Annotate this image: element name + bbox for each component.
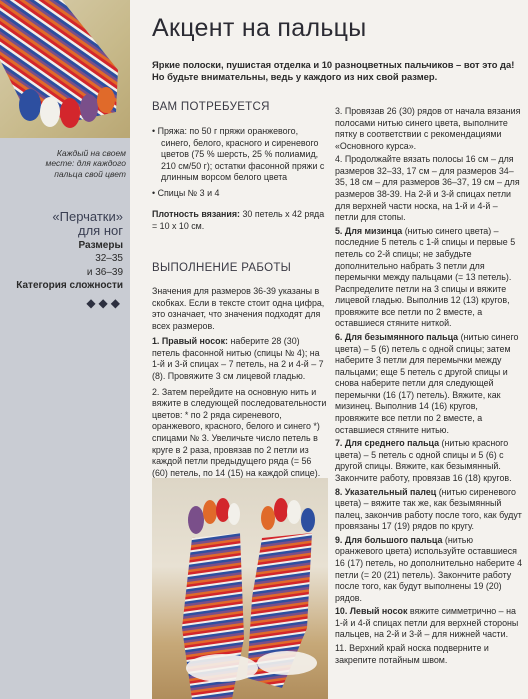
step-5 — [335, 226, 523, 330]
step-10-text: вяжите симметрично – на 1-й и 4-й спицах петли для верхней стороны пальцев, на 2-й и 3-й – для нижней части. — [335, 606, 519, 640]
step-1-text: наберите 28 (30) петель фасонной нитью (спицы № 4); на 1-й и 3-й спицах – 7 петель, на 2 и 4-й – 7 (8). Провяжите 3 см лицевой гладью. — [152, 336, 324, 382]
gauge-text: 30 петель x 42 ряда = 10 x 10 см. — [152, 209, 325, 232]
step-2: 2. Затем перейдите на основную нить и вяжите в следующей последовательности цветов: * по 2 ряда сиреневого, оранжевого, красного, белого и синего *) спицами № 3. Увеличьте число петель в круге в 2 раза, провязав по 2 петли из каждой петли предыдущего ряда (= 56 (60) петель, по 14 (15) на каждой спице). — [152, 386, 327, 478]
feet-in-toe-socks-illustration — [152, 478, 328, 699]
step-1 — [152, 336, 327, 382]
difficulty-label: Категория сложности — [16, 280, 123, 292]
materials-title: ВАМ ПОТРЕБУЕТСЯ — [152, 101, 270, 113]
sizes-label: Размеры — [78, 239, 123, 251]
step-7-label: 7. Для среднего пальца — [335, 438, 440, 449]
sidebar — [0, 0, 130, 699]
step-5-label: 5. Для мизинца — [335, 225, 403, 236]
step-1-label: 1. Правый носок: — [152, 336, 228, 347]
product-name: «Перчатки» — [52, 209, 123, 224]
step-8 — [335, 487, 523, 533]
size-range-2: и 36–39 — [86, 266, 123, 278]
needles-item: • Спицы № 3 и 4 — [152, 187, 220, 198]
toe-socks-feet-photo — [152, 478, 328, 699]
gauge-paragraph — [152, 209, 327, 232]
yarn-text: Пряжа: по 50 г пряжи оранжевого, синего, белого, красного и сиреневого цветов (75 % шерсть, 25 % полиамид, 210 см/50 г); остатки фасонной пряжи с длинным ворсом белого цвета — [157, 126, 325, 183]
step-9-label: 9. Для большого пальца — [335, 534, 443, 545]
step-7-text: (нитью красного цвета) – 5 петель с одной спицы и 5 (6) с другой спицы. Вяжите, как безымянный. Закончите работу, провязав 16 (18) кругов. — [335, 438, 512, 483]
step-9-text: (нитью оранжевого цвета) используйте оставшиеся 16 (17) петель, но дополнительно наберите 4 петли (= 20 (21) петель). Закончите работу после того, как будут выполнены 19 (20) рядов. — [335, 534, 523, 603]
product-subtitle: для ног — [78, 223, 123, 239]
step-6-text: (нитью синего цвета) – 5 (6) петель с одной спицы; затем наберите 3 петли для перемычки между пальцами; еще 5 петель с другой спицы и снова наберите петли для следующей перемычки (16 (17) петель). Вяжите, как мизинец. Выполнив 14 (16) кругов, провяжите все петли по 2 вместе, а оставшиеся стяните нитью. — [335, 331, 519, 435]
step-5-text: (нитью синего цвета) – последние 5 петель с 1-й спицы и первые 5 петель со 2-й спицы; не забудьте дополнительно набрать 3 петли для перемычки между пальцами (= 13 петель). Распределите петли на 3 спицы и вяжите лицевой гладью. Выполнив 12 (13) кругов, провяжите все петли по 2 вместе, а оставшиеся стяните ниткой. — [335, 225, 516, 329]
instructions-right — [335, 106, 523, 668]
instructions-intro: Значения для размеров 36-39 указаны в скобках. Если в тексте стоит одна цифра, это означает, что значения подходят для всех размеров. — [152, 286, 325, 331]
instructions-left — [152, 286, 327, 483]
step-6 — [335, 332, 523, 436]
toe-sock-illustration — [0, 0, 130, 138]
step-10 — [335, 606, 523, 641]
product-info — [4, 210, 123, 311]
needles-text: Спицы № 3 и 4 — [157, 187, 220, 198]
step-10-label: 10. Левый носок — [335, 606, 408, 617]
photo-caption: Каждый на своем месте: для каждого пальца свой цвет — [45, 148, 126, 179]
intro-text: Яркие полоски, пушистая отделка и 10 разноцветных пальчиков – вот это да! Но будьте внимательны, ведь у каждого из них свой размер. — [152, 59, 515, 83]
step-6-label: 6. Для безымянного пальца — [335, 331, 459, 342]
page-title: Акцент на пальцы — [152, 14, 367, 42]
size-range-1: 32–35 — [95, 253, 123, 265]
step-8-label: 8. Указательный палец — [335, 486, 437, 497]
step-11: 11. Верхний край носка подверните и закрепите потайным швом. — [335, 643, 489, 665]
step-3: 3. Провязав 26 (30) рядов от начала вязания полосами нитью синего цвета, выполните пятку в соответствии с рекомендациями «Основного курса». — [335, 106, 521, 151]
materials-list — [152, 126, 327, 237]
instructions-title: ВЫПОЛНЕНИЕ РАБОТЫ — [152, 262, 292, 274]
gauge-label: Плотность вязания: — [152, 209, 241, 220]
yarn-item: • Пряжа: по 50 г пряжи оранжевого, синего, белого, красного и сиреневого цветов (75 % шерсть, 25 % полиамид, 210 см/50 г); остатки фасонной пряжи с длинным ворсом белого цвета — [152, 126, 325, 183]
step-7 — [335, 438, 523, 484]
difficulty-diamonds-icon: ◆◆◆ — [86, 295, 123, 310]
step-9 — [335, 535, 523, 604]
toe-sock-photo-closeup — [0, 0, 130, 138]
step-8-text: (нитью сиреневого цвета) – вяжите так же, как безымянный палец, закончив работу после того, как будут провязаны 17 (19) рядов по кругу. — [335, 486, 522, 532]
step-4: 4. Продолжайте вязать полосы 16 см – для размеров 32–33, 17 см – для размеров 34–35, 18 см – для размеров 36–37, 19 см – для размеров 38-39. На 2-й и 3-й спицах петли для верхней части носка, на 1-й и 4-й – петли для стопы. — [335, 154, 520, 223]
